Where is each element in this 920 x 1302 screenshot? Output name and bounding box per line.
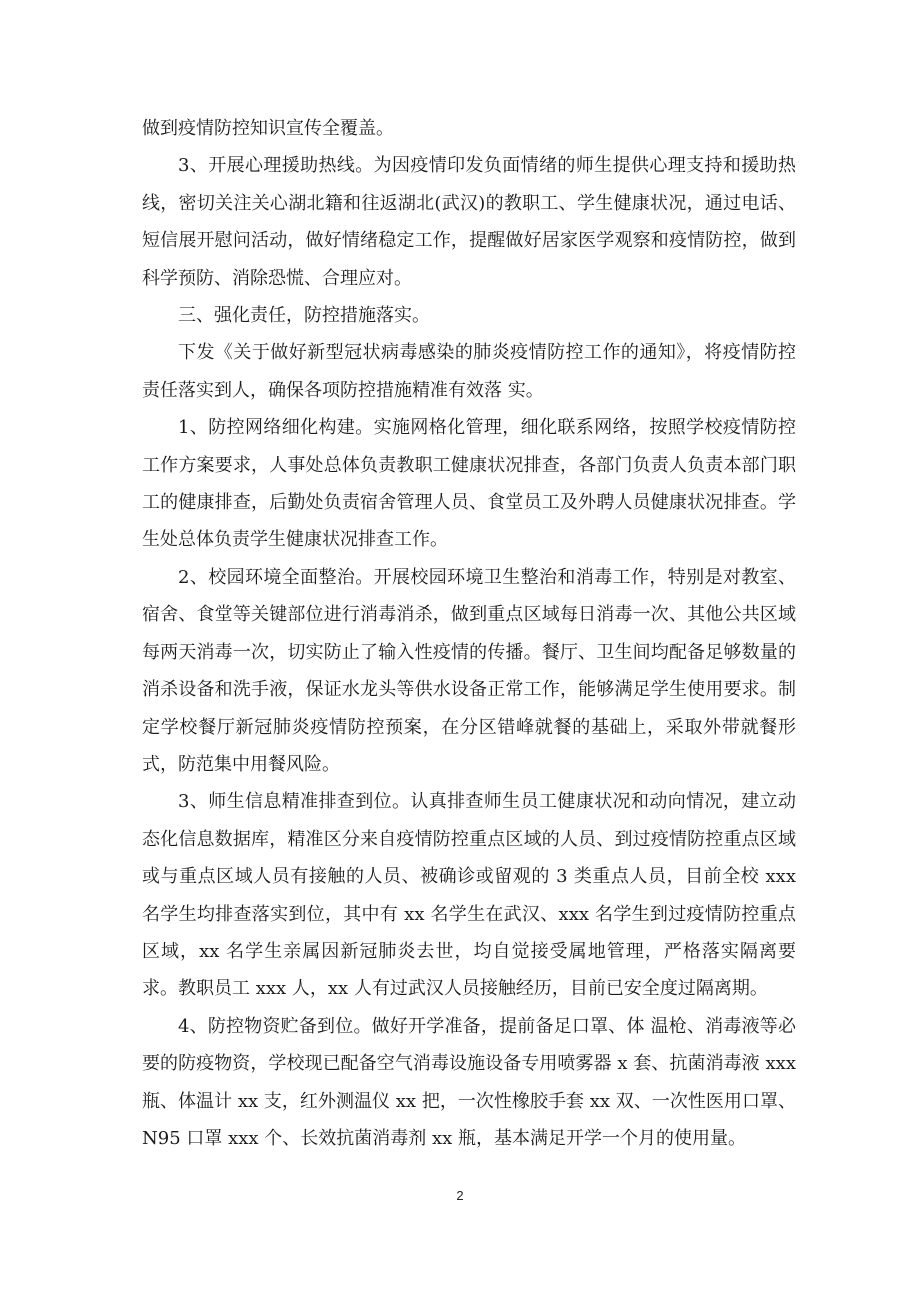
paragraph-network: 1、防控网络细化构建。实施网格化管理，细化联系网络，按照学校疫情防控工作方案要求，人事处总体负责教职工健康状况排查，各部门负责人负责本部门职工的健康排查，后勤处负责宿舍管理人员、食堂员工及外聘人员健康状况排查。学生处总体负责学生健康状况排查工作。	[142, 417, 796, 551]
paragraph-notice: 下发《关于做好新型冠状病毒感染的肺炎疫情防控工作的通知》，将疫情防控责任落实到人，确保各项防控措施精准有效落 实。	[142, 342, 796, 401]
section-heading-responsibility: 三、强化责任，防控措施落实。	[178, 305, 430, 327]
paragraph-continuation: 做到疫情防控知识宣传全覆盖。	[142, 118, 394, 139]
paragraph-info-screening: 3、师生信息精准排查到位。认真排查师生员工健康状况和动向情况，建立动态化信息数据库，精准区分来自疫情防控重点区域的人员、到过疫情防控重点区域或与重点区域人员有接触的人员、被确诊或留观的 3 类重点人员，目前全校 xxx 名学生均排查落实到位，其中有 xx 名学生在武汉、xxx 名学生到过疫情防控重点区域，xx 名学生亲属因新冠肺炎去世，均自觉接受属地管理，严格落实隔离要求。教职员工 xxx 人，xx 人有过武汉人员接触经历，目前已安全度过隔离期。	[142, 791, 796, 1000]
paragraph-psych-hotline: 3、开展心理援助热线。为因疫情印发负面情绪的师生提供心理支持和援助热线，密切关注关心湖北籍和往返湖北(武汉)的教职工、学生健康状况，通过电话、短信展开慰问活动，做好情绪稳定工作，提醒做好居家医学观察和疫情防控，做到科学预防、消除恐慌、合理应对。	[142, 155, 796, 289]
paragraph-campus-environment: 2、校园环境全面整治。开展校园环境卫生整治和消毒工作，特别是对教室、宿舍、食堂等关键部位进行消毒消杀，做到重点区域每日消毒一次、其他公共区域每两天消毒一次，切实防止了输入性疫情的传播。餐厅、卫生间均配备足够数量的消杀设备和洗手液，保证水龙头等供水设备正常工作，能够满足学生使用要求。制定学校餐厅新冠肺炎疫情防控预案，在分区错峰就餐的基础上，采取外带就餐形式，防范集中用餐风险。	[142, 566, 796, 775]
document-body	[142, 110, 796, 1157]
paragraph-supplies: 4、防控物资贮备到位。做好开学准备，提前备足口罩、体 温枪、消毒液等必要的防疫物资，学校现已配备空气消毒设施设备专用喷雾器 x 套、抗菌消毒液 xxx 瓶、体温计 xx 支，红外测温仪 xx 把，一次性橡胶手套 xx 双、一次性医用口罩、N95 口罩 xxx 个、长效抗菌消毒剂 xx 瓶，基本满足开学一个月的使用量。	[142, 1015, 796, 1149]
page-number: 2	[456, 1188, 464, 1203]
